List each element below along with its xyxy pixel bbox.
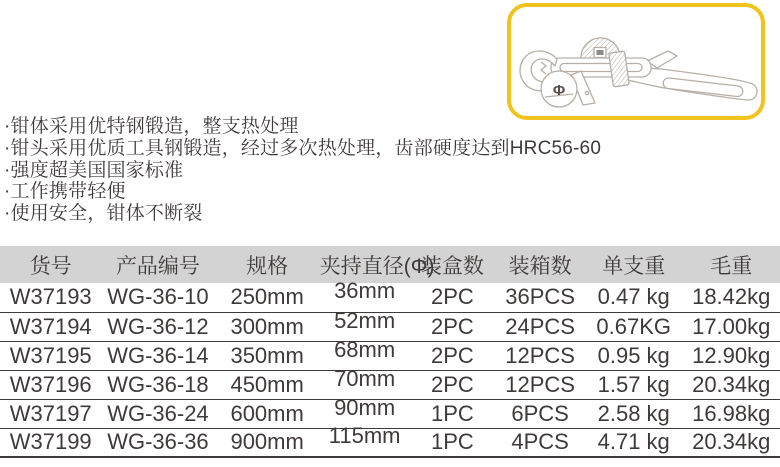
table-cell: 17.00kg (682, 312, 780, 341)
column-header-3: 夹持直径(Φ) (319, 254, 435, 278)
pipe-wrench-illustration (511, 7, 761, 116)
table-cell: W37196 (0, 370, 101, 399)
feature-item: ·钳头采用优质工具钢锻造，经过多次热处理，齿部硬度达到HRC56-60 (4, 137, 602, 159)
table-cell: 68mm (320, 341, 410, 370)
table-cell: 350mm (214, 341, 319, 370)
column-header-0: 货号 (29, 254, 72, 278)
table-cell: 36PCS (495, 283, 585, 312)
table-cell: 0.95 kg (585, 341, 683, 370)
table-cell: W37199 (0, 428, 101, 457)
table-cell: WG-36-12 (101, 312, 214, 341)
table-cell: WG-36-18 (101, 370, 214, 399)
column-header-1: 产品编号 (115, 254, 200, 278)
feature-item: ·使用安全，钳体不断裂 (4, 203, 203, 225)
table-cell: 300mm (214, 312, 319, 341)
table-cell: 20.34kg (682, 428, 780, 457)
table-cell: 115mm (320, 428, 410, 457)
table-cell: 0.47 kg (585, 283, 683, 312)
table-cell: 2.58 kg (585, 399, 683, 428)
table-cell: 600mm (214, 399, 319, 428)
column-header-6: 单支重 (602, 254, 666, 278)
product-image-frame (507, 3, 765, 120)
column-header-7: 毛重 (710, 254, 753, 278)
table-cell: 2PC (409, 283, 495, 312)
table-cell: 1PC (409, 428, 495, 457)
table-cell: 0.67KG (585, 312, 683, 341)
feature-item: ·强度超美国国家标准 (4, 159, 184, 181)
column-header-5: 装箱数 (508, 254, 572, 278)
feature-list (4, 116, 601, 225)
table-cell: WG-36-24 (101, 399, 214, 428)
table-cell: 12PCS (495, 370, 585, 399)
table-cell: 20.34kg (682, 370, 780, 399)
table-cell: 24PCS (495, 312, 585, 341)
table-cell: WG-36-36 (101, 428, 214, 457)
column-header-4: 装盒数 (420, 254, 484, 278)
table-cell: 250mm (214, 283, 319, 312)
table-cell: 6PCS (495, 399, 585, 428)
table-cell: W37194 (0, 312, 101, 341)
table-cell: 1.57 kg (585, 370, 683, 399)
table-row (0, 428, 780, 457)
table-cell: 36mm (320, 283, 410, 312)
feature-item: ·工作携带轻便 (4, 181, 126, 203)
table-cell: 4.71 kg (585, 428, 683, 457)
table-cell: 900mm (214, 428, 319, 457)
table-cell: 4PCS (495, 428, 585, 457)
table-cell: 52mm (320, 312, 410, 341)
table-cell: W37193 (0, 283, 101, 312)
table-cell: W37197 (0, 399, 101, 428)
table-cell: W37195 (0, 341, 101, 370)
table-cell: 16.98kg (682, 399, 780, 428)
column-header-2: 规格 (246, 254, 289, 278)
table-cell: 12PCS (495, 341, 585, 370)
table-cell: 2PC (409, 312, 495, 341)
table-cell: WG-36-10 (101, 283, 214, 312)
table-cell: 70mm (320, 370, 410, 399)
table-cell: 90mm (320, 399, 410, 428)
feature-item: ·钳体采用优特钢锻造，整支热处理 (4, 116, 299, 137)
spec-table (0, 246, 780, 458)
table-cell: 12.90kg (682, 341, 780, 370)
table-cell: WG-36-14 (101, 341, 214, 370)
table-cell: 450mm (214, 370, 319, 399)
diameter-symbol: Φ (552, 82, 566, 99)
table-cell: 18.42kg (682, 283, 780, 312)
table-cell: 1PC (409, 399, 495, 428)
table-cell: 2PC (409, 341, 495, 370)
table-body (0, 278, 780, 457)
table-cell: 2PC (409, 370, 495, 399)
